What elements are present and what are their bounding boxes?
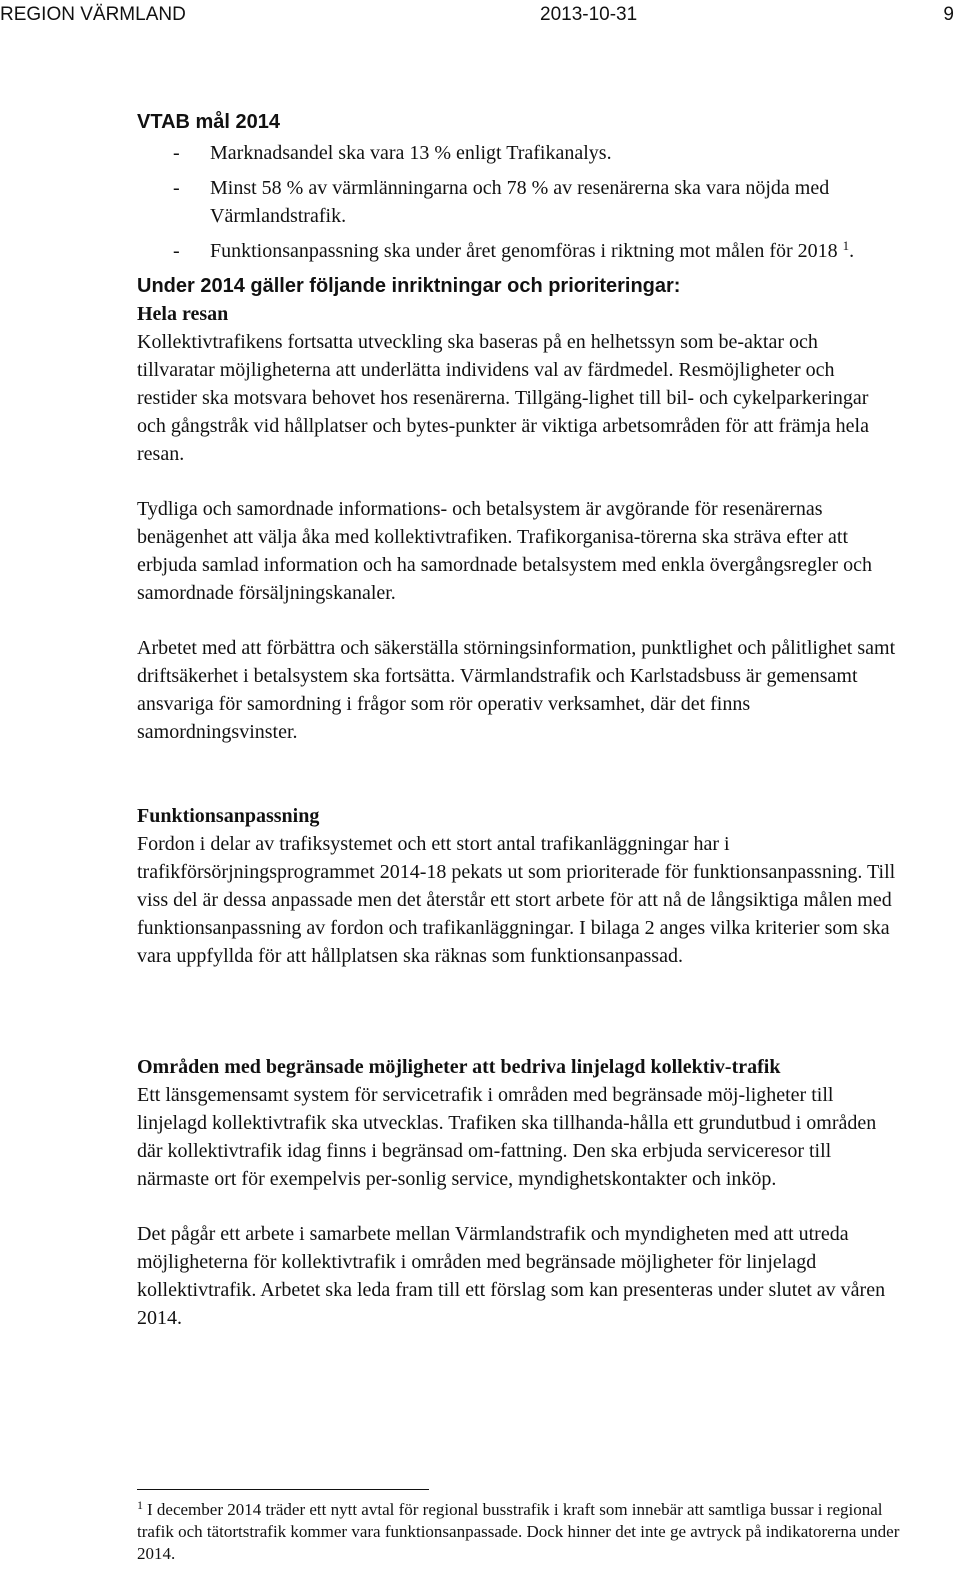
goal-text: Minst 58 % av värmlänningarna och 78 % av resenärerna ska vara nöjda med Värmlandstrafik.: [210, 177, 830, 227]
header-page-number: 9: [943, 4, 954, 25]
goal-item: [137, 139, 897, 167]
footnote-number: 1: [137, 1498, 143, 1512]
paragraph: Fordon i delar av trafiksystemet och ett stort antal trafikanläggningar har i trafikförsörjningsprogrammet 2014-18 pekats ut som prioriterade för funktionsanpassning. Till viss del är dessa anpassade men det återstår ett stort arbete för att nå de långsiktiga målen med funktionsanpassning av fordon och trafikanläggningar. I bilaga 2 anges vilka kriterier som ska vara uppfyllda för att hållplatsen ska räknas som funktionsanpassad.: [137, 833, 896, 967]
paragraph: Ett länsgemensamt system för servicetrafik i områden med begränsade möj-ligheter till linjelagd kollektivtrafik ska utvecklas. Trafiken ska tillhanda-hålla ett grundutbud i områden där kollektivtrafik idag finns i begränsad om-fattning. Den ska erbjuda serviceresor till närmaste ort för exempelvis per-sonlig service, myndighetskontakter och inköp.: [137, 1084, 877, 1190]
paragraph: Tydliga och samordnade informations- och betalsystem är avgörande för resenärernas benägenhet att välja åka med kollektivtrafiken. Trafikorganisa-törerna ska sträva efter att erbjuda samlad information och ha samordnade betalsystem med enkla övergångsregler och samordnade försäljningskanaler.: [137, 498, 872, 604]
goal-item: [137, 237, 897, 265]
goal-text: Marknadsandel ska vara 13 % enligt Trafikanalys.: [210, 142, 612, 164]
goal-text: Funktionsanpassning ska under året genomföras i riktning mot målen för 2018: [210, 240, 838, 262]
section-heading-begransade-omraden: Områden med begränsade möjligheter att bedriva linjelagd kollektiv-trafik: [137, 1056, 781, 1078]
goal-item: [137, 174, 897, 230]
header-organization: REGION VÄRMLAND: [0, 4, 186, 25]
goals-title: VTAB mål 2014: [137, 111, 281, 133]
priorities-heading: Under 2014 gäller följande inriktningar och prioriteringar:: [137, 275, 681, 297]
section-heading-funktionsanpassning: Funktionsanpassning: [137, 805, 320, 827]
goals-list: [137, 139, 897, 265]
page-body: [137, 108, 897, 1332]
paragraph: Arbetet med att förbättra och säkerställa störningsinformation, punktlighet och pålitlighet samt driftsäkerhet i betalsystem ska fortsätta. Värmlandstrafik och Karlstadsbuss är gemensamt ansvariga för samordning i frågor som rör operativ verksamhet, där det finns samordningsvinster.: [137, 637, 896, 743]
page-header: [0, 2, 960, 30]
list-dash: -: [173, 142, 180, 164]
header-date: 2013-10-31: [540, 4, 638, 25]
section-heading-hela-resan: Hela resan: [137, 303, 229, 325]
paragraph: Kollektivtrafikens fortsatta utveckling ska baseras på en helhetssyn som be-aktar och tillvaratar möjligheterna att underlätta individens val av färdmedel. Resmöjligheter och restider ska motsvara behovet hos resenärerna. Tillgäng-lighet till bil- och cykelparkeringar och gångstråk vid hållplatser och bytes-punkter är viktiga arbetsområden för att främja hela resan.: [137, 331, 869, 465]
footnote-reference[interactable]: 1: [842, 238, 850, 253]
list-dash: -: [173, 240, 180, 262]
paragraph: Det pågår ett arbete i samarbete mellan Värmlandstrafik och myndigheten med att utreda möjligheterna för kollektivtrafik i områden med begränsade möjligheter för linjelagd kollektivtrafik. Arbetet ska leda fram till ett förslag som kan presenteras under slutet av våren 2014.: [137, 1223, 886, 1329]
footnote-text: I december 2014 träder ett nytt avtal för regional busstrafik i kraft som innebär att samtliga bussar i regional trafik och tätortstrafik kommer vara funktionsanpassade. Dock hinner det inte ge avtryck på indikatorerna under 2014.: [137, 1500, 900, 1563]
footnote: [137, 1499, 907, 1565]
goal-text-tail: .: [849, 240, 855, 262]
list-dash: -: [173, 177, 180, 199]
footnote-separator: [137, 1489, 429, 1490]
